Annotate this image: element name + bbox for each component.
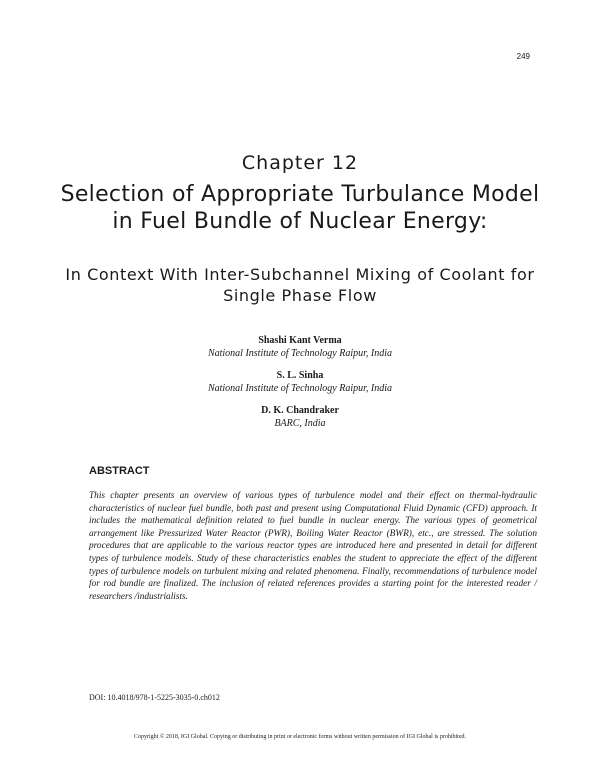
- author-name: D. K. Chandraker: [261, 405, 339, 416]
- author-affiliation: National Institute of Technology Raipur, India: [207, 383, 393, 394]
- abstract-heading: ABSTRACT: [89, 465, 150, 477]
- page-number: 249: [516, 52, 530, 61]
- chapter-title: Selection of Appropriate Turbulance Model in Fuel Bundle of Nuclear Energy:: [60, 182, 540, 234]
- author-name: S. L. Sinha: [276, 370, 324, 381]
- abstract-body: This chapter presents an overview of various types of turbulence model and their effect on thermal-hydraulic characteristics of nuclear fuel bundle, both past and present using Computational Fluid Dynamic (CFD) approach. It includes the mathematical definition related to fuel bundle in nuclear energy. The various types of geometrical arrangement like Pressurized Water Reactor (PWR), Boiling Water Reactor (BWR), etc., are stressed. The solution procedures that are applicable to the various reactor types are introduced here and presented in detail for different types of turbulence models. Study of these characteristics enables the student to appreciate the effect of the different types of turbulence models on turbulent mixing and related phenomena. Finally, recommendations of turbulence model for rod bundle are finalized. The inclusion of related references provides a starting point for the interested reader / researchers /industrialists.: [89, 491, 537, 602]
- author-block: [0, 369, 600, 395]
- author-affiliation: BARC, India: [274, 418, 326, 429]
- author-block: [0, 334, 600, 360]
- copyright-notice: Copyright © 2018, IGI Global. Copying or distributing in print or electronic forms without written permission of IGI Global is prohibited.: [133, 734, 466, 740]
- author-affiliation: National Institute of Technology Raipur, India: [207, 348, 393, 359]
- author-block: [0, 404, 600, 430]
- doi: DOI: 10.4018/978-1-5225-3035-0.ch012: [89, 693, 220, 702]
- chapter-subtitle: In Context With Inter-Subchannel Mixing of Coolant for Single Phase Flow: [65, 265, 535, 305]
- author-name: Shashi Kant Verma: [258, 335, 342, 346]
- chapter-label: Chapter 12: [241, 152, 359, 174]
